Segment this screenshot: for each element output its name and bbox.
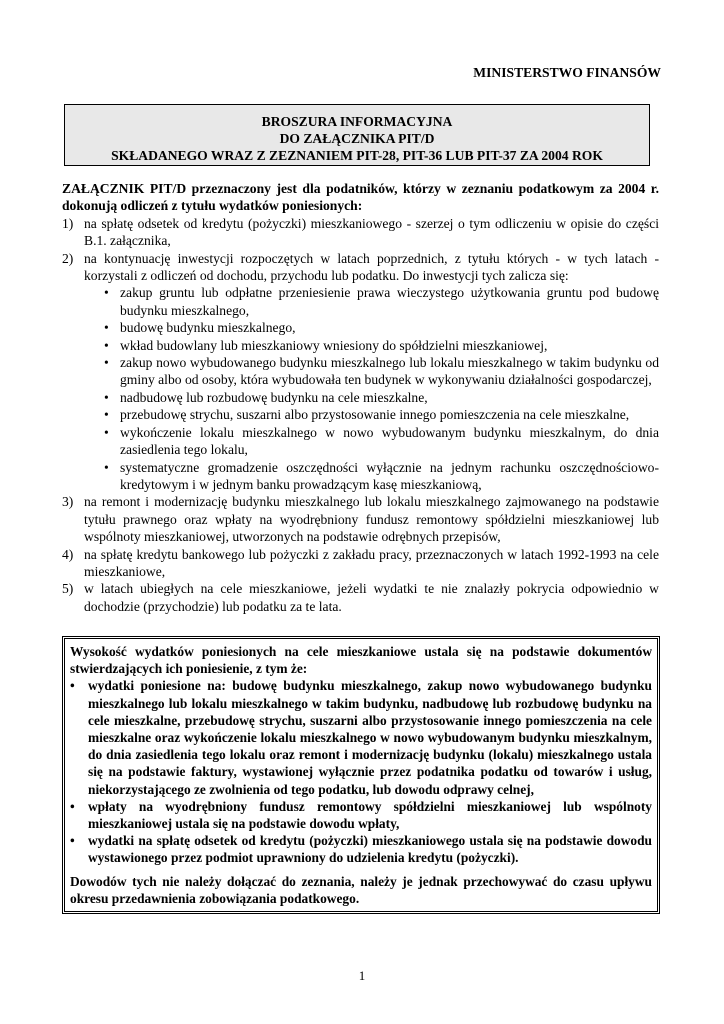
page-number: 1 xyxy=(358,968,366,983)
bullet-icon: • xyxy=(104,337,109,353)
bullet-icon: • xyxy=(104,459,109,475)
box-list-item: • wydatki na spłatę odsetek od kredytu (pożyczki) mieszkaniowego ustala się na podstawie dowodu wystawionego przez podmiot uprawniony do udzielenia kredytu (pożyczki). xyxy=(70,833,652,866)
documents-note-box xyxy=(62,636,660,914)
sub-list-item: • wkład budowlany lub mieszkaniowy wniesiony do spółdzielni mieszkaniowej, xyxy=(104,337,548,353)
sub-list-item: • zakup nowo wybudowanego budynku mieszkalnego lub lokalu mieszkalnego w takim budynku od gminy albo od osoby, która wybudowała ten budynek w wykonywaniu działalności gospodarczej, xyxy=(104,355,659,388)
investment-sublist xyxy=(84,284,659,493)
list-item-number: 4) xyxy=(62,546,74,562)
title-box xyxy=(64,104,650,166)
deduction-list xyxy=(62,215,659,615)
list-item-text: w latach ubiegłych na cele mieszkaniowe, jeżeli wydatki te nie znalazły pokrycia odpowiednio w dochodzie (przychodzie) lub podatku za te lata. xyxy=(84,581,659,614)
list-item-text: na spłatę odsetek od kredytu (pożyczki) mieszkaniowego - szerzej o tym odliczeniu w opisie do części B.1. załącznika, xyxy=(84,215,659,249)
intro-paragraph: ZAŁĄCZNIK PIT/D przeznaczony jest dla podatników, którzy w zeznaniu podatkowym za 2004 r. dokonują odliczeń z tytułu wydatków poniesionych: xyxy=(62,181,659,214)
bullet-icon: • xyxy=(104,389,109,405)
box-list-item: • wpłaty na wyodrębniony fundusz remontowy spółdzielni mieszkaniowej lub wspólnoty mieszkaniowej ustala się na podstawie dowodu wpłaty, xyxy=(70,798,652,832)
bullet-icon: • xyxy=(70,678,75,694)
title-line-3: SKŁADANEGO WRAZ Z ZEZNANIEM PIT-28, PIT-36 LUB PIT-37 ZA 2004 ROK xyxy=(111,147,603,163)
box-bullet-list xyxy=(70,677,652,866)
box-list-item: • wydatki poniesione na: budowę budynku mieszkalnego, zakup nowo wybudowanego budynku mieszkalnego lub lokalu mieszkalnego w takim budynku, nadbudowę lub rozbudowę budynku na cele mieszkalne, przebudowę strychu, suszarni albo przystosowanie innego pomieszczenia na cele mieszkalne oraz wykończenie lokalu mieszkalnego w nowo wybudowanym budynku mieszkalnym, do dnia zasiedlenia tego lokalu oraz remont i modernizację budynku (lokalu) mieszkalnego ustala się na podstawie faktury, wystawionej wyłącznie przez podatnika podatku od towarów i usług, niekorzystającego ze zwolnienia od tego podatku, lub dowodu odprawy celnej, xyxy=(70,678,652,797)
sub-list-item: • nadbudowę lub rozbudowę budynku na cele mieszkalne, xyxy=(104,389,428,405)
bullet-icon: • xyxy=(104,424,109,440)
bullet-icon: • xyxy=(104,285,109,301)
sub-list-item: • zakup gruntu lub odpłatne przeniesienie prawa wieczystego użytkowania gruntu pod budowę budynku mieszkalnego, xyxy=(104,285,659,318)
main-content xyxy=(62,180,659,615)
title-line-1: BROSZURA INFORMACYJNA xyxy=(261,114,453,129)
bullet-icon: • xyxy=(104,407,109,423)
list-item-number: 3) xyxy=(62,494,74,510)
list-item-text: na spłatę kredytu bankowego lub pożyczki z zakładu pracy, przeznaczonych w latach 1992-1993 na cele mieszkaniowe, xyxy=(84,546,659,579)
list-item xyxy=(62,250,659,494)
list-item-number: 1) xyxy=(62,215,74,231)
list-item-text: na kontynuację inwestycji rozpoczętych w latach poprzednich, z tytułu których - w tych latach - korzystali z odliczeń od dochodu, przychodu lub podatku. Do inwestycji tych zalicza się: xyxy=(84,250,659,284)
list-item xyxy=(62,493,659,545)
bullet-icon: • xyxy=(104,320,109,336)
box-closing: Dowodów tych nie należy dołączać do zeznania, należy je jednak przechowywać do czasu upływu okresu przedawnienia zobowiązania podatkowego. xyxy=(70,873,652,906)
list-item-number: 2) xyxy=(62,250,74,266)
sub-list-item: • budowę budynku mieszkalnego, xyxy=(104,320,296,336)
bullet-icon: • xyxy=(70,833,75,849)
sub-list-item: • przebudowę strychu, suszarni albo przystosowanie innego pomieszczenia na cele mieszkalne, xyxy=(104,407,630,423)
sub-list-item: • wykończenie lokalu mieszkalnego w nowo wybudowanym budynku mieszkalnym, do dnia zasiedlenia tego lokalu, xyxy=(104,424,659,458)
bullet-icon: • xyxy=(70,798,75,814)
list-item-number: 5) xyxy=(62,581,74,597)
list-item-text: na remont i modernizację budynku mieszkalnego lub lokalu mieszkalnego zajmowanego na podstawie tytułu prawnego oraz wpłaty na wyodrębniony fundusz remontowy spółdzielni mieszkaniowej lub wspólnoty mieszkaniowej, utworzonych na podstawie odrębnych przepisów, xyxy=(84,494,659,545)
box-lead: Wysokość wydatków poniesionych na cele mieszkaniowe ustala się na podstawie dokumentów stwierdzających ich poniesienie, z tym że: xyxy=(70,644,652,677)
sub-list-item: • systematyczne gromadzenie oszczędności wyłącznie na jednym rachunku oszczędnościowo-kredytowym i w jednym banku prowadzącym kasę mieszkaniową, xyxy=(104,459,659,492)
list-item xyxy=(62,215,659,250)
title-line-2: DO ZAŁĄCZNIKA PIT/D xyxy=(279,130,435,146)
ministry-header: MINISTERSTWO FINANSÓW xyxy=(473,65,661,80)
list-item xyxy=(62,580,659,615)
bullet-icon: • xyxy=(104,355,109,371)
list-item xyxy=(62,546,659,581)
